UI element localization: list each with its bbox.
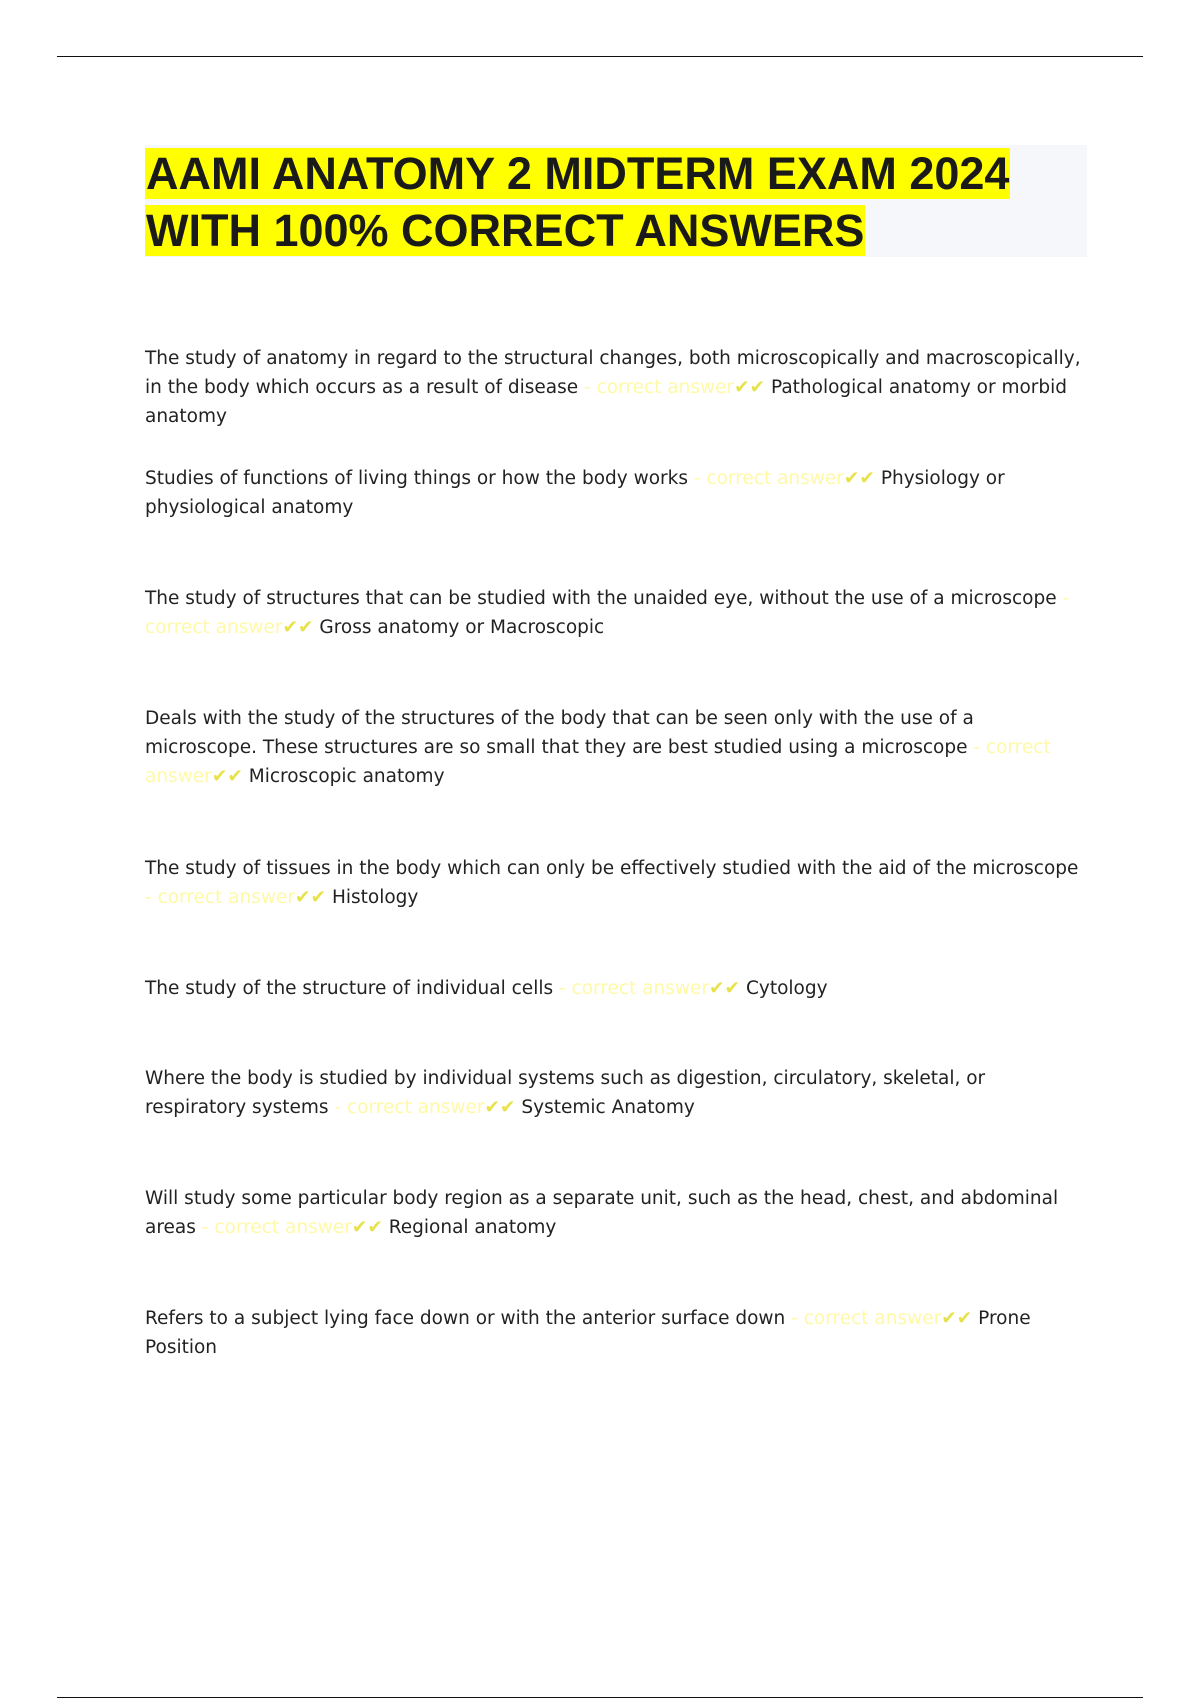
answer-text: Histology bbox=[331, 887, 419, 908]
correct-answer-marker: correct answer bbox=[571, 978, 710, 999]
answer-text: Regional anatomy bbox=[388, 1217, 557, 1238]
checkmark-icon: ✔✔ bbox=[843, 468, 875, 489]
correct-answer-marker: correct answer bbox=[145, 737, 1051, 787]
correct-answer-marker: correct answer bbox=[347, 1097, 485, 1118]
answer-text: Gross anatomy or Macroscopic bbox=[319, 617, 605, 638]
correct-answer-marker: correct answer bbox=[706, 468, 844, 489]
correct-answer-marker: correct answer bbox=[596, 377, 735, 398]
question-text: Where the body is studied by individual systems such as digestion, circulatory, skeletal, or respiratory systems bbox=[145, 1068, 986, 1118]
correct-answer-marker: correct answer bbox=[214, 1217, 352, 1238]
title-block bbox=[145, 145, 1087, 257]
question-text: Will study some particular body region as a separate unit, such as the head, chest, and abdominal areas bbox=[145, 1188, 1059, 1238]
qa-item bbox=[145, 1304, 1085, 1362]
answer-text: Pathological anatomy or morbid anatomy bbox=[145, 377, 1068, 427]
separator: - bbox=[785, 1308, 804, 1329]
checkmark-icon: ✔✔ bbox=[295, 887, 327, 908]
qa-item bbox=[145, 974, 1085, 1003]
title-line-2: WITH 100% CORRECT ANSWERS bbox=[146, 205, 865, 256]
qa-item bbox=[145, 1064, 1085, 1122]
separator: - bbox=[578, 377, 597, 398]
checkmark-icon: ✔✔ bbox=[941, 1308, 973, 1329]
separator: - bbox=[328, 1097, 348, 1118]
bottom-rule bbox=[57, 1697, 1143, 1698]
question-text: Deals with the study of the structures of the body that can be seen only with the use of a microscope. These structures are so small that they are best studied using a microscope bbox=[145, 708, 974, 758]
top-rule bbox=[57, 56, 1143, 57]
question-text: The study of structures that can be studied with the unaided eye, without the use of a microscope bbox=[145, 588, 1057, 609]
answer-text: Cytology bbox=[745, 978, 828, 999]
separator: - bbox=[688, 468, 707, 489]
question-text: Studies of functions of living things or how the body works bbox=[145, 468, 688, 489]
qa-item bbox=[145, 854, 1085, 912]
answer-text: Physiology or physiological anatomy bbox=[145, 468, 1005, 518]
qa-item bbox=[145, 344, 1085, 431]
document-title bbox=[145, 145, 1087, 259]
separator: - bbox=[553, 978, 572, 999]
correct-answer-marker: correct answer bbox=[803, 1308, 942, 1329]
answer-text: Systemic Anatomy bbox=[521, 1097, 695, 1118]
correct-answer-marker: correct answer bbox=[157, 887, 296, 908]
checkmark-icon: ✔✔ bbox=[734, 377, 766, 398]
qa-item bbox=[145, 584, 1085, 642]
question-text: The study of tissues in the body which can only be effectively studied with the aid of the microscope bbox=[145, 858, 1079, 879]
answer-text: Prone Position bbox=[145, 1308, 1031, 1358]
question-text: Refers to a subject lying face down or with the anterior surface down bbox=[145, 1308, 786, 1329]
separator: - bbox=[1056, 588, 1070, 609]
checkmark-icon: ✔✔ bbox=[484, 1097, 516, 1118]
checkmark-icon: ✔✔ bbox=[351, 1217, 383, 1238]
separator: - bbox=[195, 1217, 215, 1238]
qa-item bbox=[145, 464, 1085, 522]
checkmark-icon: ✔✔ bbox=[211, 766, 243, 787]
separator: - bbox=[967, 737, 986, 758]
qa-item bbox=[145, 704, 1085, 791]
title-line-1: AAMI ANATOMY 2 MIDTERM EXAM 2024 bbox=[146, 148, 1010, 199]
answer-text: Microscopic anatomy bbox=[248, 766, 445, 787]
separator: - bbox=[145, 887, 158, 908]
correct-answer-marker: correct answer bbox=[145, 617, 283, 638]
question-text: The study of the structure of individual cells bbox=[145, 978, 554, 999]
qa-item bbox=[145, 1184, 1085, 1242]
question-text: The study of anatomy in regard to the structural changes, both microscopically and macroscopically, in the body which occurs as a result of disease bbox=[145, 348, 1081, 398]
checkmark-icon: ✔✔ bbox=[709, 978, 741, 999]
checkmark-icon: ✔✔ bbox=[282, 617, 314, 638]
